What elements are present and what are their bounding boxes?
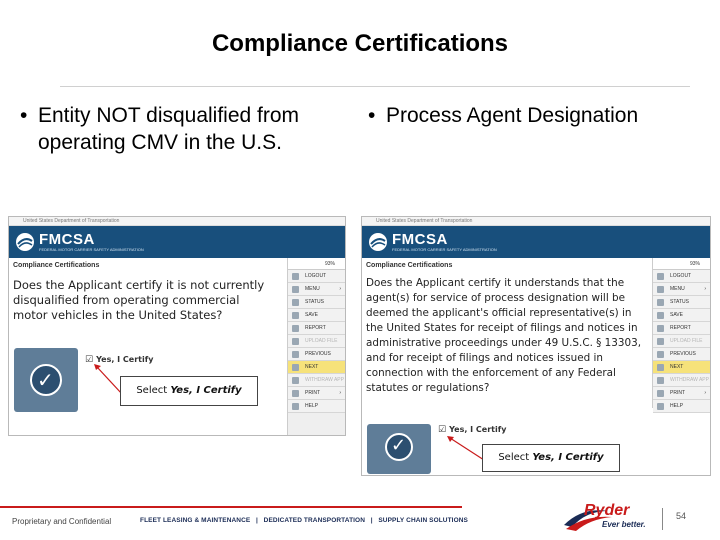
menu-item-icon	[292, 325, 299, 332]
menu-item-label: MENU	[670, 286, 685, 292]
menu-item-icon	[292, 286, 299, 293]
chevron-right-icon: ›	[339, 286, 341, 292]
menu-item-label: REPORT	[305, 325, 326, 331]
menu-item-label: HELP	[305, 403, 319, 409]
menu-item-label: PREVIOUS	[670, 351, 696, 357]
service-lines: FLEET LEASING & MAINTENANCE | DEDICATED TRANSPORTATION | SUPPLY CHAIN SOLUTIONS	[140, 517, 468, 524]
select-callout	[120, 376, 258, 406]
menu-item-icon	[292, 364, 299, 371]
menu-item-label: PRINT	[305, 390, 320, 396]
menu-item-menu[interactable]	[653, 283, 710, 296]
menu-item-icon	[292, 351, 299, 358]
menu-item-help[interactable]	[288, 400, 345, 413]
callout-emphasis: Yes, I Certify	[532, 452, 604, 463]
menu-item-label: HELP	[670, 403, 684, 409]
right-screenshot	[361, 216, 711, 476]
menu-item-upload-file[interactable]	[288, 335, 345, 348]
footer-divider	[662, 508, 663, 530]
menu-item-icon	[657, 377, 664, 384]
callout-prefix: Select	[136, 385, 171, 396]
menu-item-label: STATUS	[670, 299, 689, 305]
question-text: Does the Applicant certify it is not currently disqualified from operating commercial motor vehicles in the United States?	[13, 278, 265, 322]
certify-label: Yes, I Certify	[449, 425, 507, 434]
menu-item-label: MENU	[305, 286, 320, 292]
menu-item-status[interactable]	[288, 296, 345, 309]
select-callout	[482, 444, 620, 472]
menu-item-icon	[292, 299, 299, 306]
menu-item-icon	[657, 390, 664, 397]
menu-item-icon	[657, 364, 664, 371]
menu-item-icon	[292, 312, 299, 319]
menu-item-next[interactable]	[288, 361, 345, 374]
menu-item-print[interactable]	[653, 387, 710, 400]
menu-item-icon	[292, 390, 299, 397]
brand-subtitle: FEDERAL MOTOR CARRIER SAFETY ADMINISTRATION	[39, 247, 144, 252]
progress-indicator: 93%	[653, 258, 710, 270]
brand-subtitle: FEDERAL MOTOR CARRIER SAFETY ADMINISTRATION	[392, 247, 497, 252]
menu-item-label: WITHDRAW APP	[305, 377, 344, 383]
menu-item-previous[interactable]	[653, 348, 710, 361]
menu-item-logout[interactable]	[288, 270, 345, 283]
menu-item-label: PRINT	[670, 390, 685, 396]
menu-item-label: REPORT	[670, 325, 691, 331]
section-label: Compliance Certifications	[366, 262, 453, 269]
fmcsa-globe-icon	[15, 232, 35, 252]
title-divider	[60, 86, 690, 87]
brand-name: FMCSA	[39, 231, 95, 248]
menu-item-upload-file[interactable]	[653, 335, 710, 348]
menu-item-label: SAVE	[305, 312, 318, 318]
gov-banner: United States Department of Transportation	[9, 217, 345, 226]
ryder-tagline: Ever better.	[602, 520, 646, 529]
menu-item-withdraw-app[interactable]	[288, 374, 345, 387]
brand-name: FMCSA	[392, 231, 448, 248]
menu-item-label: UPLOAD FILE	[670, 338, 703, 344]
fmcsa-header	[362, 226, 710, 258]
menu-item-report[interactable]	[653, 322, 710, 335]
menu-item-status[interactable]	[653, 296, 710, 309]
chevron-right-icon: ›	[704, 390, 706, 396]
certification-check-icon: ✓	[14, 348, 78, 412]
menu-item-label: NEXT	[670, 364, 684, 370]
menu-item-icon	[292, 273, 299, 280]
menu-item-previous[interactable]	[288, 348, 345, 361]
bullet-right-text: Process Agent Designation	[386, 104, 639, 127]
menu-item-label: NEXT	[305, 364, 319, 370]
menu-item-logout[interactable]	[653, 270, 710, 283]
bullet-glyph: •	[368, 104, 376, 127]
menu-item-label: STATUS	[305, 299, 324, 305]
callout-arrow	[9, 258, 10, 259]
content-area	[362, 258, 710, 475]
menu-item-label: LOGOUT	[670, 273, 692, 279]
certification-check-icon: ✓	[367, 424, 431, 474]
menu-item-label: UPLOAD FILE	[305, 338, 338, 344]
footer-rule	[0, 506, 462, 508]
menu-item-icon	[657, 338, 664, 345]
callout-arrow	[362, 258, 363, 259]
fmcsa-globe-icon	[368, 232, 388, 252]
slide-title: Compliance Certifications	[211, 30, 509, 57]
callout-prefix: Select	[498, 452, 533, 463]
checkbox-checked-icon: ☑	[85, 355, 94, 365]
menu-item-icon	[657, 351, 664, 358]
callout-emphasis: Yes, I Certify	[170, 385, 242, 396]
menu-item-label: WITHDRAW APP	[670, 377, 709, 383]
menu-item-label: LOGOUT	[305, 273, 327, 279]
menu-item-menu[interactable]	[288, 283, 345, 296]
fmcsa-header	[9, 226, 345, 258]
menu-item-icon	[657, 273, 664, 280]
gov-banner: United States Department of Transportation	[362, 217, 710, 226]
menu-item-icon	[292, 377, 299, 384]
menu-item-next[interactable]	[653, 361, 710, 374]
certify-label: Yes, I Certify	[96, 355, 154, 364]
question-text: Does the Applicant certify it understands that the agent(s) for service of process designation will be deemed the applicant's official representative(s) in the United States for receipt of filings and notices in administrative proceedings under 49 U.S.C. § 13303, and for receipt of filings and notices issued in connection with the enforcement of any Federal statutes or regulations?	[366, 277, 642, 394]
menu-item-icon	[292, 403, 299, 410]
checkbox-checked-icon: ☑	[438, 425, 447, 435]
confidential-label: Proprietary and Confidential	[12, 517, 112, 526]
menu-item-save[interactable]	[653, 309, 710, 322]
side-menu	[652, 258, 710, 408]
menu-item-help[interactable]	[653, 400, 710, 413]
side-menu	[287, 258, 345, 435]
bullet-left-text: Entity NOT disqualified from operating CMV in the U.S.	[38, 104, 300, 154]
bullet-glyph: •	[20, 104, 28, 127]
bullet-left	[20, 102, 338, 156]
menu-item-icon	[657, 325, 664, 332]
page-number: 54	[676, 511, 687, 521]
bullet-right	[368, 102, 706, 129]
menu-item-save[interactable]	[288, 309, 345, 322]
content-area	[9, 258, 345, 435]
menu-item-icon	[657, 403, 664, 410]
ryder-brand: Ryder	[584, 502, 630, 519]
certify-option[interactable]	[438, 425, 506, 435]
section-label: Compliance Certifications	[13, 262, 100, 269]
progress-indicator: 93%	[288, 258, 345, 270]
chevron-right-icon: ›	[704, 286, 706, 292]
menu-item-print[interactable]	[288, 387, 345, 400]
menu-item-withdraw-app[interactable]	[653, 374, 710, 387]
menu-item-report[interactable]	[288, 322, 345, 335]
chevron-right-icon: ›	[339, 390, 341, 396]
menu-item-icon	[657, 312, 664, 319]
left-screenshot	[8, 216, 346, 436]
menu-item-label: SAVE	[670, 312, 683, 318]
menu-item-icon	[657, 299, 664, 306]
menu-item-icon	[292, 338, 299, 345]
certify-option[interactable]	[85, 355, 153, 365]
menu-item-icon	[657, 286, 664, 293]
menu-item-label: PREVIOUS	[305, 351, 331, 357]
